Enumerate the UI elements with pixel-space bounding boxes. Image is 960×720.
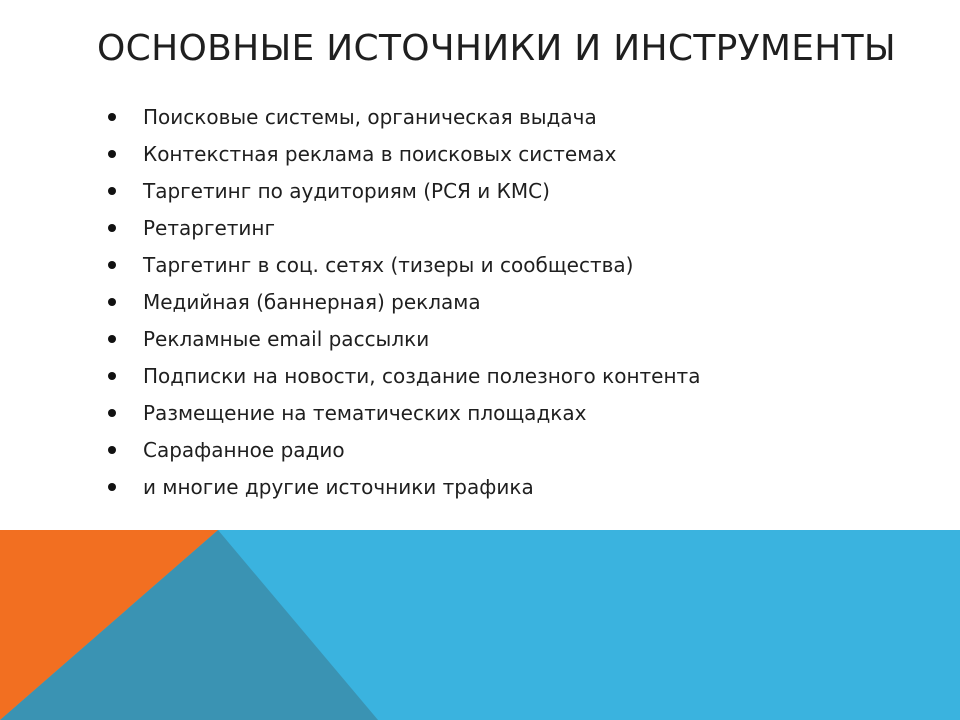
bullet-text: Медийная (баннерная) реклама: [143, 290, 481, 314]
bullet-dot-icon: [108, 298, 116, 306]
bullet-text: Контекстная реклама в поисковых системах: [143, 142, 617, 166]
slide-title: ОСНОВНЫЕ ИСТОЧНИКИ И ИНСТРУМЕНТЫ: [97, 28, 896, 69]
bullet-dot-icon: [108, 261, 116, 269]
bullet-text: Размещение на тематических площадках: [143, 401, 587, 425]
bullet-dot-icon: [108, 372, 116, 380]
bullet-dot-icon: [108, 446, 116, 454]
bullet-item: [104, 470, 864, 507]
bullet-text: и многие другие источники трафика: [143, 475, 534, 499]
bullet-item: [104, 174, 864, 211]
bullet-item: [104, 100, 864, 137]
bullet-item: [104, 396, 864, 433]
bullet-text: Таргетинг по аудиториям (РСЯ и КМС): [143, 179, 550, 203]
bullet-dot-icon: [108, 483, 116, 491]
bullet-item: [104, 211, 864, 248]
bullet-item: [104, 137, 864, 174]
bullet-dot-icon: [108, 224, 116, 232]
bullet-list: [104, 100, 864, 507]
decorative-footer: [0, 530, 960, 720]
bullet-dot-icon: [108, 335, 116, 343]
bullet-item: [104, 322, 864, 359]
bullet-dot-icon: [108, 150, 116, 158]
bullet-dot-icon: [108, 409, 116, 417]
bullet-text: Ретаргетинг: [143, 216, 276, 240]
bullet-item: [104, 248, 864, 285]
bullet-dot-icon: [108, 113, 116, 121]
bullet-dot-icon: [108, 187, 116, 195]
bullet-text: Таргетинг в соц. сетях (тизеры и сообщества): [143, 253, 634, 277]
bullet-item: [104, 285, 864, 322]
bullet-text: Подписки на новости, создание полезного контента: [143, 364, 701, 388]
bullet-item: [104, 433, 864, 470]
bullet-text: Рекламные email рассылки: [143, 327, 430, 351]
bullet-text: Сарафанное радио: [143, 438, 345, 462]
bullet-text: Поисковые системы, органическая выдача: [143, 105, 597, 129]
bullet-item: [104, 359, 864, 396]
